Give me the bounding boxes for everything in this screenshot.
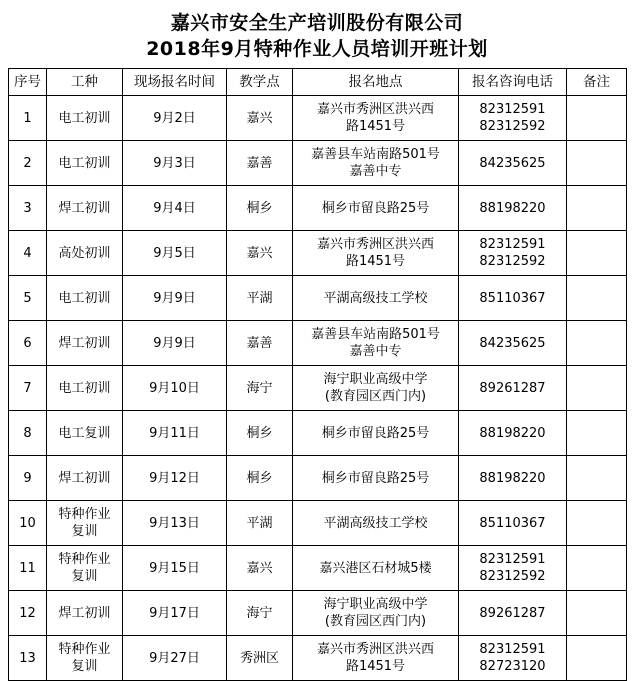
- cell-tel-line: 89261287: [479, 605, 546, 621]
- cell-no: 7: [9, 366, 47, 411]
- cell-note: [567, 546, 627, 591]
- cell-place: [293, 366, 459, 411]
- cell-site: 嘉善: [227, 321, 293, 366]
- cell-place-line: 嘉善中专: [349, 164, 402, 179]
- cell-site: 嘉兴: [227, 96, 293, 141]
- cell-tel: [459, 276, 567, 321]
- cell-place-line: 嘉兴市秀洲区洪兴西: [316, 102, 434, 117]
- cell-tel-line: 85110367: [479, 515, 546, 531]
- cell-note: [567, 231, 627, 276]
- training-plan-table: [8, 68, 627, 681]
- header-type: 工种: [47, 69, 123, 96]
- cell-tel-line: 82312592: [479, 569, 546, 584]
- cell-place-line: 嘉兴市秀洲区洪兴西: [316, 237, 434, 252]
- cell-no: 8: [9, 411, 47, 456]
- cell-type: 电工初训: [47, 366, 123, 411]
- table-header-row: [9, 69, 627, 96]
- cell-tel-line: 88198220: [479, 200, 546, 216]
- cell-tel: [459, 546, 567, 591]
- cell-time: 9月9日: [123, 276, 227, 321]
- cell-place: [293, 186, 459, 231]
- cell-tel-line: 82312592: [479, 254, 546, 269]
- table-row: [9, 546, 627, 591]
- cell-type: [47, 636, 123, 681]
- cell-place: [293, 141, 459, 186]
- cell-type: 焊工初训: [47, 591, 123, 636]
- cell-time: 9月5日: [123, 231, 227, 276]
- cell-place-line: (教育园区西门内): [324, 614, 427, 629]
- cell-time: 9月17日: [123, 591, 227, 636]
- cell-time: 9月2日: [123, 96, 227, 141]
- cell-tel-line: 82723120: [479, 659, 546, 674]
- cell-type-line: 特种作业: [58, 642, 111, 657]
- cell-note: [567, 276, 627, 321]
- table-row: [9, 456, 627, 501]
- cell-place-line: 海宁职业高级中学: [323, 372, 428, 387]
- cell-no: 12: [9, 591, 47, 636]
- cell-no: 9: [9, 456, 47, 501]
- cell-site: 嘉兴: [227, 231, 293, 276]
- cell-place-line: 嘉善中专: [349, 344, 402, 359]
- cell-no: 13: [9, 636, 47, 681]
- cell-tel: [459, 366, 567, 411]
- cell-place-line: (教育园区西门内): [324, 389, 427, 404]
- cell-note: [567, 186, 627, 231]
- cell-place: [293, 591, 459, 636]
- cell-place-line: 路1451号: [345, 119, 406, 134]
- cell-place: [293, 411, 459, 456]
- cell-note: [567, 96, 627, 141]
- cell-place-line: 嘉善县车站南路501号: [311, 147, 440, 162]
- cell-note: [567, 141, 627, 186]
- cell-tel: [459, 411, 567, 456]
- cell-place: [293, 321, 459, 366]
- cell-note: [567, 366, 627, 411]
- cell-type: 电工初训: [47, 96, 123, 141]
- cell-no: 2: [9, 141, 47, 186]
- table-row: [9, 591, 627, 636]
- cell-no: 6: [9, 321, 47, 366]
- table-row: [9, 501, 627, 546]
- table-row: [9, 321, 627, 366]
- cell-type: 电工初训: [47, 141, 123, 186]
- cell-note: [567, 591, 627, 636]
- cell-note: [567, 501, 627, 546]
- title-line-plan: 2018年9月特种作业人员培训开班计划: [146, 38, 488, 60]
- cell-place-line: 桐乡市留良路25号: [321, 470, 430, 486]
- cell-tel: [459, 141, 567, 186]
- cell-time: 9月27日: [123, 636, 227, 681]
- cell-type: [47, 501, 123, 546]
- cell-place: [293, 546, 459, 591]
- cell-place-line: 嘉兴市秀洲区洪兴西: [316, 642, 434, 657]
- cell-type: 焊工初训: [47, 456, 123, 501]
- cell-place: [293, 636, 459, 681]
- cell-place: [293, 501, 459, 546]
- cell-tel: [459, 591, 567, 636]
- cell-time: 9月4日: [123, 186, 227, 231]
- cell-type-line: 特种作业: [58, 552, 111, 567]
- cell-note: [567, 456, 627, 501]
- cell-tel-line: 82312591: [479, 552, 546, 567]
- cell-type: 电工初训: [47, 276, 123, 321]
- cell-no: 11: [9, 546, 47, 591]
- header-tel: 报名咨询电话: [459, 69, 567, 96]
- table-row: [9, 96, 627, 141]
- cell-type: [47, 546, 123, 591]
- cell-place: [293, 231, 459, 276]
- cell-type: 高处初训: [47, 231, 123, 276]
- cell-time: 9月11日: [123, 411, 227, 456]
- header-site: 教学点: [227, 69, 293, 96]
- table-row: [9, 411, 627, 456]
- cell-place-line: 平湖高级技工学校: [323, 515, 428, 531]
- cell-site: 海宁: [227, 366, 293, 411]
- cell-tel: [459, 501, 567, 546]
- cell-place: [293, 456, 459, 501]
- header-place: 报名地点: [293, 69, 459, 96]
- cell-tel-line: 88198220: [479, 425, 546, 441]
- header-no: 序号: [9, 69, 47, 96]
- cell-tel: [459, 231, 567, 276]
- cell-place-line: 嘉善县车站南路501号: [311, 327, 440, 342]
- cell-type-line: 特种作业: [58, 507, 111, 522]
- cell-site: 平湖: [227, 501, 293, 546]
- cell-time: 9月13日: [123, 501, 227, 546]
- cell-site: 平湖: [227, 276, 293, 321]
- title-line-company: 嘉兴市安全生产培训股份有限公司: [170, 12, 464, 34]
- cell-place: [293, 96, 459, 141]
- cell-no: 1: [9, 96, 47, 141]
- cell-tel-line: 84235625: [479, 155, 546, 171]
- cell-tel: [459, 186, 567, 231]
- cell-tel: [459, 96, 567, 141]
- cell-site: 桐乡: [227, 186, 293, 231]
- header-time: 现场报名时间: [123, 69, 227, 96]
- cell-no: 3: [9, 186, 47, 231]
- cell-place-line: 平湖高级技工学校: [323, 290, 428, 306]
- table-row: [9, 186, 627, 231]
- cell-no: 5: [9, 276, 47, 321]
- table-row: [9, 141, 627, 186]
- cell-tel: [459, 321, 567, 366]
- cell-note: [567, 636, 627, 681]
- cell-place-line: 海宁职业高级中学: [323, 597, 428, 612]
- table-row: [9, 636, 627, 681]
- cell-type: 焊工初训: [47, 321, 123, 366]
- cell-tel-line: 88198220: [479, 470, 546, 486]
- cell-tel-line: 82312591: [479, 642, 546, 657]
- cell-place-line: 路1451号: [345, 659, 406, 674]
- cell-type: 电工复训: [47, 411, 123, 456]
- cell-time: 9月3日: [123, 141, 227, 186]
- cell-type-line: 复训: [71, 569, 98, 584]
- cell-time: 9月9日: [123, 321, 227, 366]
- cell-place-line: 嘉兴港区石材城5楼: [319, 560, 432, 576]
- cell-tel-line: 89261287: [479, 380, 546, 396]
- cell-note: [567, 411, 627, 456]
- cell-type-line: 复训: [71, 524, 98, 539]
- cell-time: 9月10日: [123, 366, 227, 411]
- document-title: [8, 10, 626, 62]
- cell-place: [293, 276, 459, 321]
- table-body: [9, 96, 627, 681]
- cell-place-line: 路1451号: [345, 254, 406, 269]
- cell-tel: [459, 636, 567, 681]
- cell-site: 秀洲区: [227, 636, 293, 681]
- table-row: [9, 366, 627, 411]
- cell-tel-line: 84235625: [479, 335, 546, 351]
- cell-no: 10: [9, 501, 47, 546]
- cell-tel: [459, 456, 567, 501]
- cell-site: 嘉兴: [227, 546, 293, 591]
- table-row: [9, 276, 627, 321]
- header-note: 备注: [567, 69, 627, 96]
- cell-tel-line: 85110367: [479, 290, 546, 306]
- cell-site: 嘉善: [227, 141, 293, 186]
- cell-time: 9月12日: [123, 456, 227, 501]
- cell-site: 桐乡: [227, 411, 293, 456]
- table-row: [9, 231, 627, 276]
- cell-tel-line: 82312591: [479, 237, 546, 252]
- cell-note: [567, 321, 627, 366]
- cell-time: 9月15日: [123, 546, 227, 591]
- cell-no: 4: [9, 231, 47, 276]
- cell-site: 桐乡: [227, 456, 293, 501]
- cell-type: 焊工初训: [47, 186, 123, 231]
- cell-tel-line: 82312592: [479, 119, 546, 134]
- cell-place-line: 桐乡市留良路25号: [321, 425, 430, 441]
- cell-type-line: 复训: [71, 659, 98, 674]
- cell-place-line: 桐乡市留良路25号: [321, 200, 430, 216]
- cell-site: 海宁: [227, 591, 293, 636]
- cell-tel-line: 82312591: [479, 102, 546, 117]
